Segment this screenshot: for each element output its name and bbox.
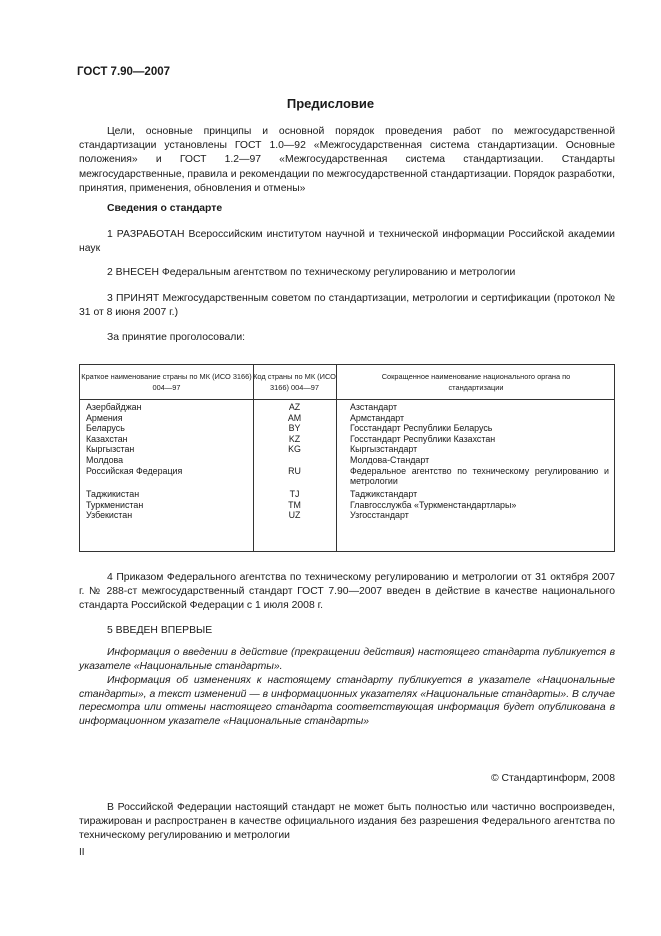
cell-country: Молдова [86,455,124,465]
voting-table [79,364,615,552]
cell-code: AM [287,412,302,423]
item-5 [79,624,615,638]
cell-code: UZ [288,510,301,521]
info-paragraph-1-text: Информация о введении в действие (прекращении действия) настоящего стандарта публикуется в указателе «Национальные стандарты». [79,647,615,672]
header-body: Сокращенное наименование национального органа по стандартизации [381,372,571,392]
info-paragraph-2-text: Информация об изменениях к настоящему стандарту публикуется в указателе «Национальные стандарты», а текст изменений — в информационных указателях «Национальные стандарты». В случае пересмотра или отмены настоящего стандарта соответствующая информация будет опубликована в информационном указателе «Национальные стандарты» [79,675,615,727]
header-code: Код страны по МК (ИСО 3166) 004—97 [253,372,336,392]
cell-code: TJ [289,489,300,499]
item-3 [79,292,615,320]
cell-code: AZ [288,402,301,412]
page-number: II [79,847,85,858]
cell-body: Госстандарт Республики Казахстан [350,433,496,444]
vote-intro: За принятие проголосовали: [107,332,246,343]
item-1 [79,228,615,256]
item-1-text: 1 РАЗРАБОТАН Всероссийским институтом научной и технической информации Российской академии наук [79,229,615,255]
cell-code: RU [288,465,301,476]
cell-body: Госстандарт Республики Беларусь [350,423,493,434]
intro-text: Цели, основные принципы и основной порядок проведения работ по межгосударственной стандартизации установлены ГОСТ 1.0—92 «Межгосударственная система стандартизации. Основные положения» и ГОСТ 1.2—97 «Межгосударственная система стандартизации. Стандарты межгосударственные, правила и рекомендации по межгосударственной стандартизации. Порядок разработки, принятия, применения, обновления и отмены» [79,126,615,194]
cell-code: BY [288,423,301,434]
cell-body: Молдова-Стандарт [350,455,430,465]
cell-country: Беларусь [86,423,125,434]
item-3-text: 3 ПРИНЯТ Межгосударственным советом по стандартизации, метрологии и сертификации (протокол № 31 от 8 июня 2007 г.) [79,293,615,319]
cell-body: Таджикстандарт [350,489,418,499]
cell-body: Кыргызстандарт [350,444,418,455]
info-paragraph-2 [79,674,615,728]
cell-code: TM [288,499,301,510]
cell-body: Армстандарт [350,412,405,423]
cell-code: KG [288,444,301,455]
document-code: ГОСТ 7.90—2007 [77,66,171,78]
footer-paragraph [79,801,615,844]
page-title: Предисловие [286,96,375,111]
cell-code: KZ [288,433,301,444]
cell-country: Российская Федерация [86,465,183,476]
cell-country: Кыргызстан [86,444,135,455]
section-heading: Сведения о стандарте [107,203,223,214]
cell-country: Азербайджан [86,402,142,412]
cell-body: Федеральное агентство по техническому регулированию и метрологии [350,465,609,487]
item-2-text: 2 ВНЕСЕН Федеральным агентством по техническому регулированию и метрологии [107,267,516,278]
cell-body: Главгосслужба «Туркменстандартлары» [350,499,517,510]
item-4-text: 4 Приказом Федерального агентства по техническому регулированию и метрологии от 31 октября 2007 г. № 288-ст межгосударственный стандарт ГОСТ 7.90—2007 введен в действие в качестве национального стандарта Российской Федерации с 1 июля 2008 г. [79,572,615,612]
header-country: Краткое наименование страны по МК (ИСО 3166) 004—97 [81,372,252,392]
item-5-text: 5 ВВЕДЕН ВПЕРВЫЕ [107,625,213,636]
cell-body: Азстандарт [350,402,398,412]
cell-country: Казахстан [86,433,128,444]
item-2 [79,266,615,280]
info-paragraph-1 [79,646,615,673]
item-4 [79,571,615,614]
intro-paragraph [79,125,615,196]
cell-country: Армения [86,412,123,423]
cell-country: Таджикистан [86,489,140,499]
cell-body: Узгосстандарт [350,510,409,521]
cell-country: Туркменистан [86,499,144,510]
footer-paragraph-text: В Российской Федерации настоящий стандарт не может быть полностью или частично воспроизведен, тиражирован и распространен в качестве официального издания без разрешения Федерального агентства по техническому регулированию и метрологии [79,802,615,842]
cell-country: Узбекистан [86,510,133,521]
copyright: © Стандартинформ, 2008 [490,773,615,784]
